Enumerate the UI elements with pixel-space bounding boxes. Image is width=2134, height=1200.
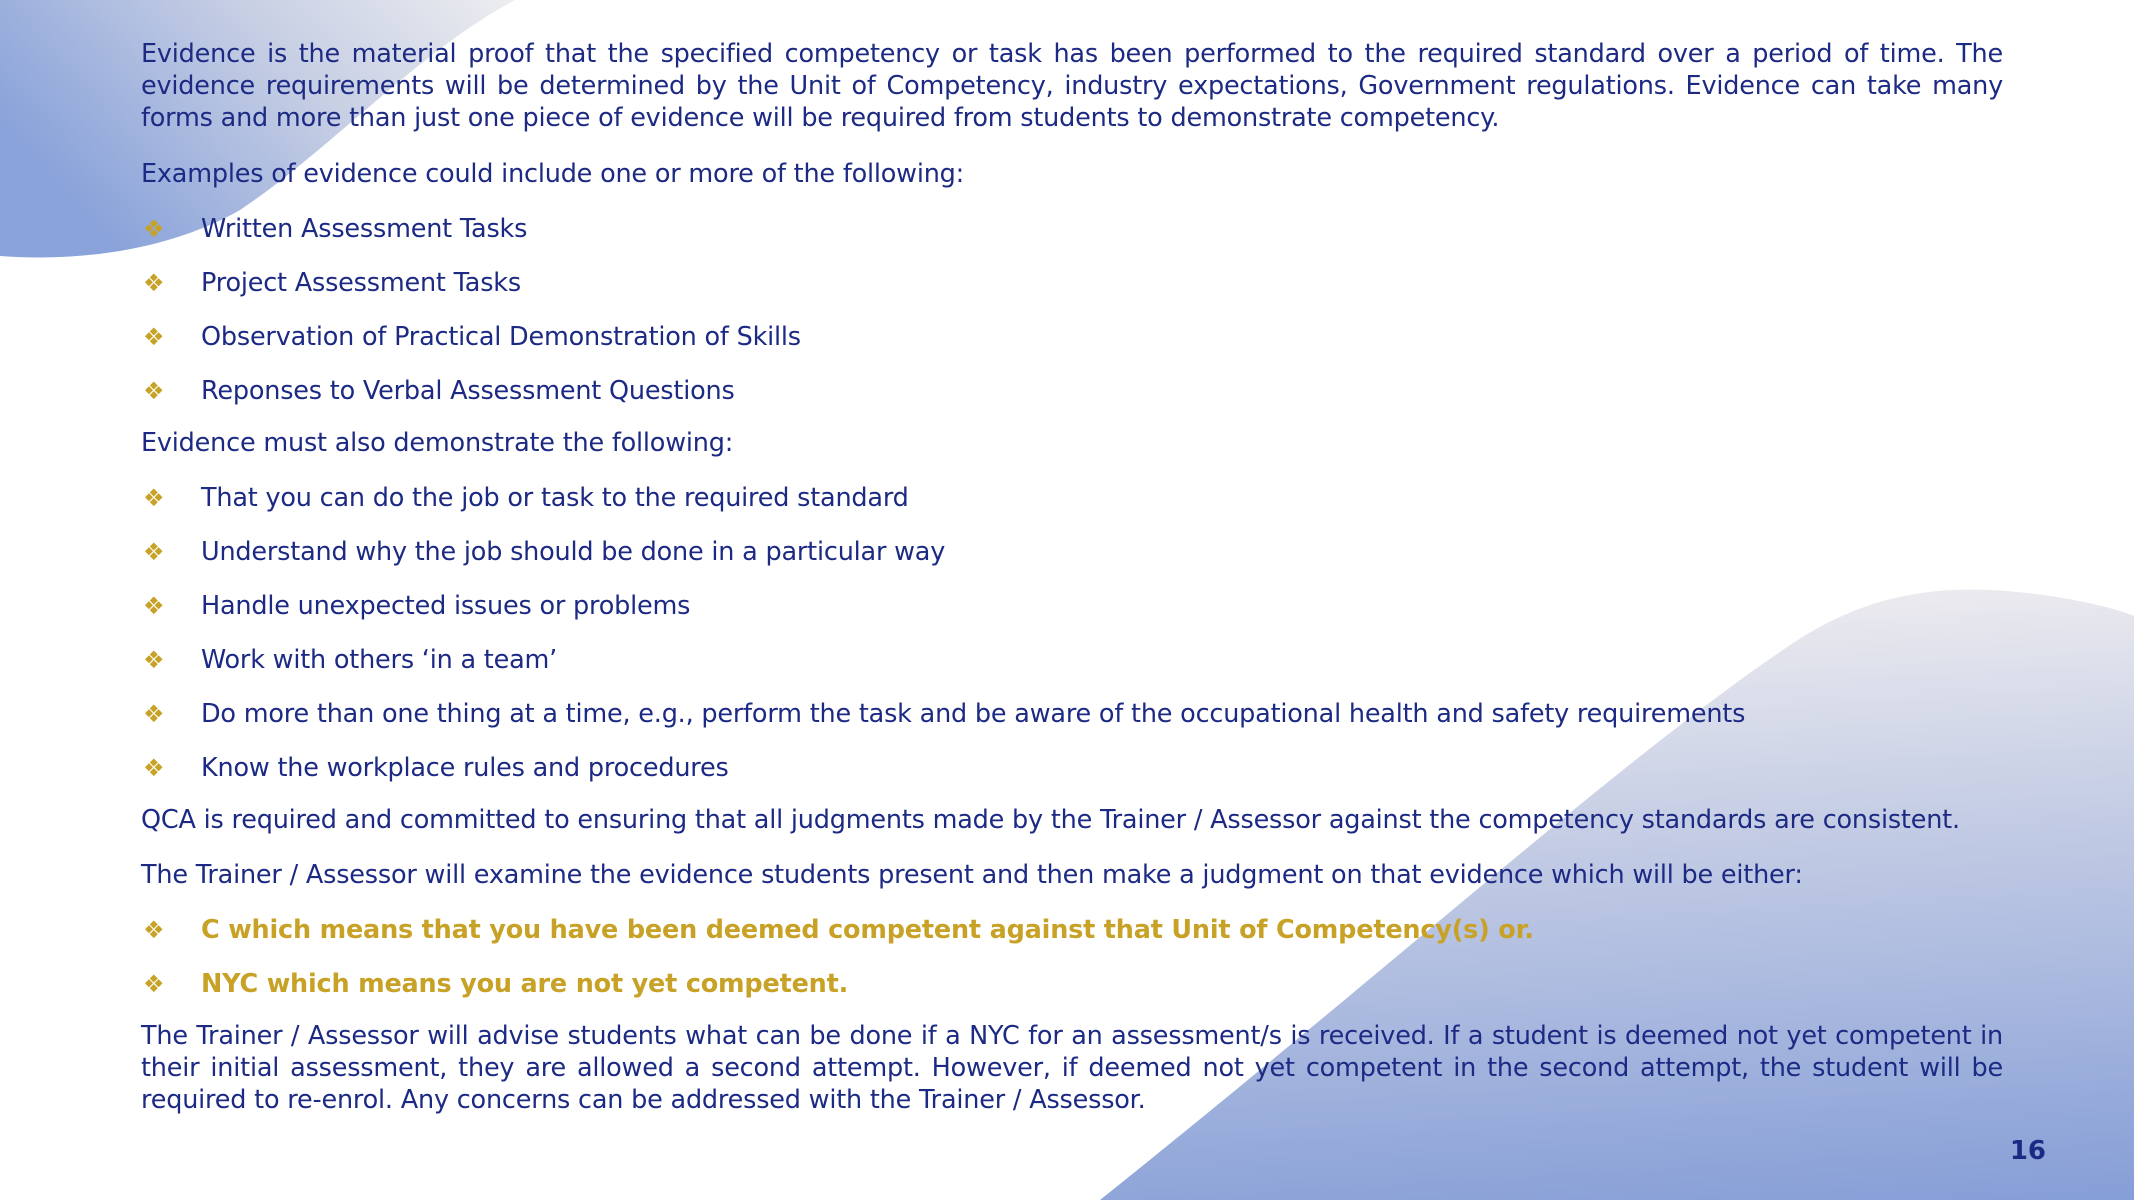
list-item xyxy=(141,752,2003,784)
diamond-bullet-icon: ❖ xyxy=(143,269,165,297)
list-item-text: Reponses to Verbal Assessment Questions xyxy=(201,376,735,406)
diamond-bullet-icon: ❖ xyxy=(143,916,165,944)
list-item-text: Do more than one thing at a time, e.g., perform the task and be aware of the occupational health and safety requirements xyxy=(201,699,1746,729)
examples-list xyxy=(141,213,2003,407)
page-content xyxy=(141,38,2003,1116)
diamond-bullet-icon: ❖ xyxy=(143,538,165,566)
diamond-bullet-icon: ❖ xyxy=(143,754,165,782)
result-nyc-text: NYC which means you are not yet competent. xyxy=(201,969,849,999)
diamond-bullet-icon: ❖ xyxy=(143,970,165,998)
list-item-text: Written Assessment Tasks xyxy=(201,214,528,244)
diamond-bullet-icon: ❖ xyxy=(143,484,165,512)
list-item xyxy=(141,698,2003,730)
diamond-bullet-icon: ❖ xyxy=(143,323,165,351)
diamond-bullet-icon: ❖ xyxy=(143,700,165,728)
list-item-text: Observation of Practical Demonstration of Skills xyxy=(201,322,801,352)
list-item-text: That you can do the job or task to the required standard xyxy=(201,483,909,513)
diamond-bullet-icon: ❖ xyxy=(143,215,165,243)
page-number: 16 xyxy=(2009,1136,2046,1166)
examples-heading: Examples of evidence could include one or more of the following: xyxy=(141,159,965,189)
list-item xyxy=(141,536,2003,568)
judgment-intro: The Trainer / Assessor will examine the evidence students present and then make a judgment on that evidence which will be either: xyxy=(141,860,1803,890)
demonstrate-list xyxy=(141,482,2003,784)
diamond-bullet-icon: ❖ xyxy=(143,646,165,674)
result-competent-text: C which means that you have been deemed competent against that Unit of Competency(s) or. xyxy=(201,915,1534,945)
list-item-text: Handle unexpected issues or problems xyxy=(201,591,691,621)
list-item-text: Project Assessment Tasks xyxy=(201,268,521,298)
diamond-bullet-icon: ❖ xyxy=(143,592,165,620)
demonstrate-heading: Evidence must also demonstrate the following: xyxy=(141,428,734,458)
list-item xyxy=(141,321,2003,353)
list-item xyxy=(141,968,2003,1000)
results-list xyxy=(141,914,2003,1000)
qca-statement: QCA is required and committed to ensuring that all judgments made by the Trainer / Assessor against the competency standards are consistent. xyxy=(141,805,1960,835)
list-item xyxy=(141,375,2003,407)
list-item xyxy=(141,267,2003,299)
list-item-text: Understand why the job should be done in a particular way xyxy=(201,537,946,567)
list-item xyxy=(141,914,2003,946)
list-item xyxy=(141,590,2003,622)
list-item xyxy=(141,482,2003,514)
list-item xyxy=(141,213,2003,245)
list-item xyxy=(141,644,2003,676)
list-item-text: Know the workplace rules and procedures xyxy=(201,753,729,783)
intro-paragraph: Evidence is the material proof that the specified competency or task has been performed to the required standard over a period of time. The evidence requirements will be determined by the Unit of Competency, industry expectations, Government regulations. Evidence can take many forms and more than just one piece of evidence will be required from students to demonstrate competency. xyxy=(141,39,2003,133)
diamond-bullet-icon: ❖ xyxy=(143,377,165,405)
closing-paragraph: The Trainer / Assessor will advise students what can be done if a NYC for an assessment/s is received. If a student is deemed not yet competent in their initial assessment, they are allowed a second attempt. However, if deemed not yet competent in the second attempt, the student will be required to re-enrol. Any concerns can be addressed with the Trainer / Assessor. xyxy=(141,1021,2003,1115)
list-item-text: Work with others ‘in a team’ xyxy=(201,645,558,675)
